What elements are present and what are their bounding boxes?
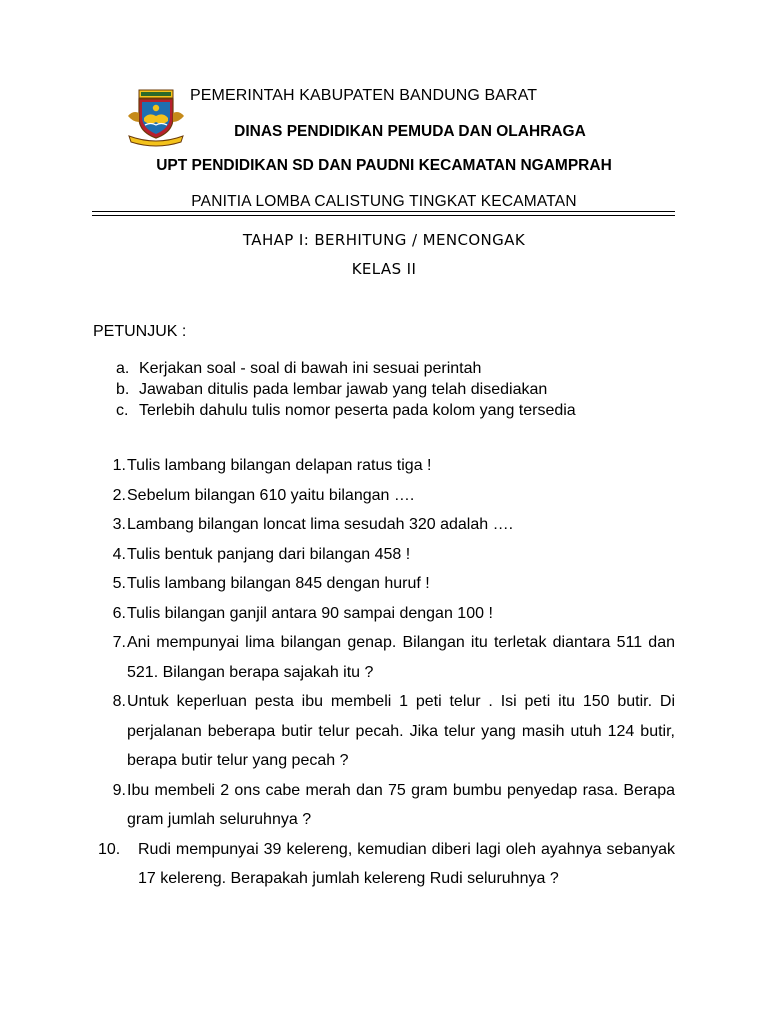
question-text: Tulis lambang bilangan 845 dengan huruf !	[127, 575, 430, 592]
question-number: 9.	[112, 781, 126, 799]
question-item	[100, 510, 675, 540]
question-text: Untuk keperluan pesta ibu membeli 1 peti telur . Isi peti itu 150 butir. Di perjalanan beberapa butir telur pecah. Jika telur yang masih utuh 124 butir, berapa butir telur yang pecah ?	[127, 693, 675, 769]
instruction-item	[116, 379, 576, 400]
instruction-marker: a.	[116, 360, 130, 377]
instructions-heading: PETUNJUK :	[93, 323, 187, 340]
instruction-text: Kerjakan soal - soal di bawah ini sesuai perintah	[139, 360, 482, 377]
instructions-list	[116, 358, 576, 421]
stage-title: TAHAP I: BERHITUNG / MENCONGAK	[242, 231, 526, 249]
letterhead-government: PEMERINTAH KABUPATEN BANDUNG BARAT	[190, 87, 538, 104]
question-text: Tulis bilangan ganjil antara 90 sampai dengan 100 !	[127, 604, 493, 622]
question-item	[100, 776, 675, 835]
instruction-marker: c.	[116, 402, 129, 419]
question-number: 1.	[112, 457, 126, 474]
question-item	[100, 599, 675, 629]
question-number: 10.	[98, 840, 121, 858]
question-number: 3.	[112, 516, 126, 533]
letterhead-unit: UPT PENDIDIKAN SD DAN PAUDNI KECAMATAN NGAMPRAH	[156, 157, 612, 174]
question-text: Sebelum bilangan 610 yaitu bilangan ….	[127, 486, 415, 504]
question-text: Tulis bentuk panjang dari bilangan 458 !	[127, 545, 411, 563]
question-text: Ani mempunyai lima bilangan genap. Bilangan itu terletak diantara 511 dan 521. Bilangan berapa sajakah itu ?	[127, 634, 675, 681]
question-number: 2.	[112, 486, 126, 504]
instruction-item	[116, 358, 576, 379]
question-number: 4.	[112, 545, 126, 563]
instruction-text: Jawaban ditulis pada lembar jawab yang telah disediakan	[139, 381, 548, 398]
question-number: 7.	[112, 634, 126, 651]
letterhead-committee: PANITIA LOMBA CALISTUNG TINGKAT KECAMATAN	[191, 193, 577, 210]
letterhead-agency: DINAS PENDIDIKAN PEMUDA DAN OLAHRAGA	[234, 123, 586, 140]
question-text: Rudi mempunyai 39 kelereng, kemudian diberi lagi oleh ayahnya sebanyak 17 kelereng. Berapakah jumlah kelereng Rudi seluruhnya ?	[138, 840, 675, 887]
question-item	[100, 481, 675, 511]
class-title: KELAS II	[351, 260, 417, 278]
header-divider-bottom	[92, 215, 675, 216]
question-number: 5.	[112, 575, 126, 592]
question-text: Lambang bilangan loncat lima sesudah 320 adalah ….	[127, 516, 514, 533]
question-text: Ibu membeli 2 ons cabe merah dan 75 gram bumbu penyedap rasa. Berapa gram jumlah seluruhnya ?	[127, 781, 675, 828]
instruction-marker: b.	[116, 381, 130, 398]
question-item	[100, 835, 675, 894]
question-text: Tulis lambang bilangan delapan ratus tiga !	[127, 457, 432, 474]
question-item	[100, 451, 675, 481]
instruction-text: Terlebih dahulu tulis nomor peserta pada kolom yang tersedia	[139, 402, 576, 419]
questions-list	[100, 451, 675, 894]
header-divider-top	[92, 211, 675, 212]
question-item	[100, 569, 675, 599]
question-number: 6.	[112, 604, 126, 622]
question-item	[100, 687, 675, 776]
instruction-item	[116, 400, 576, 421]
question-number: 8.	[112, 693, 126, 710]
question-item	[100, 628, 675, 687]
question-item	[100, 540, 675, 570]
